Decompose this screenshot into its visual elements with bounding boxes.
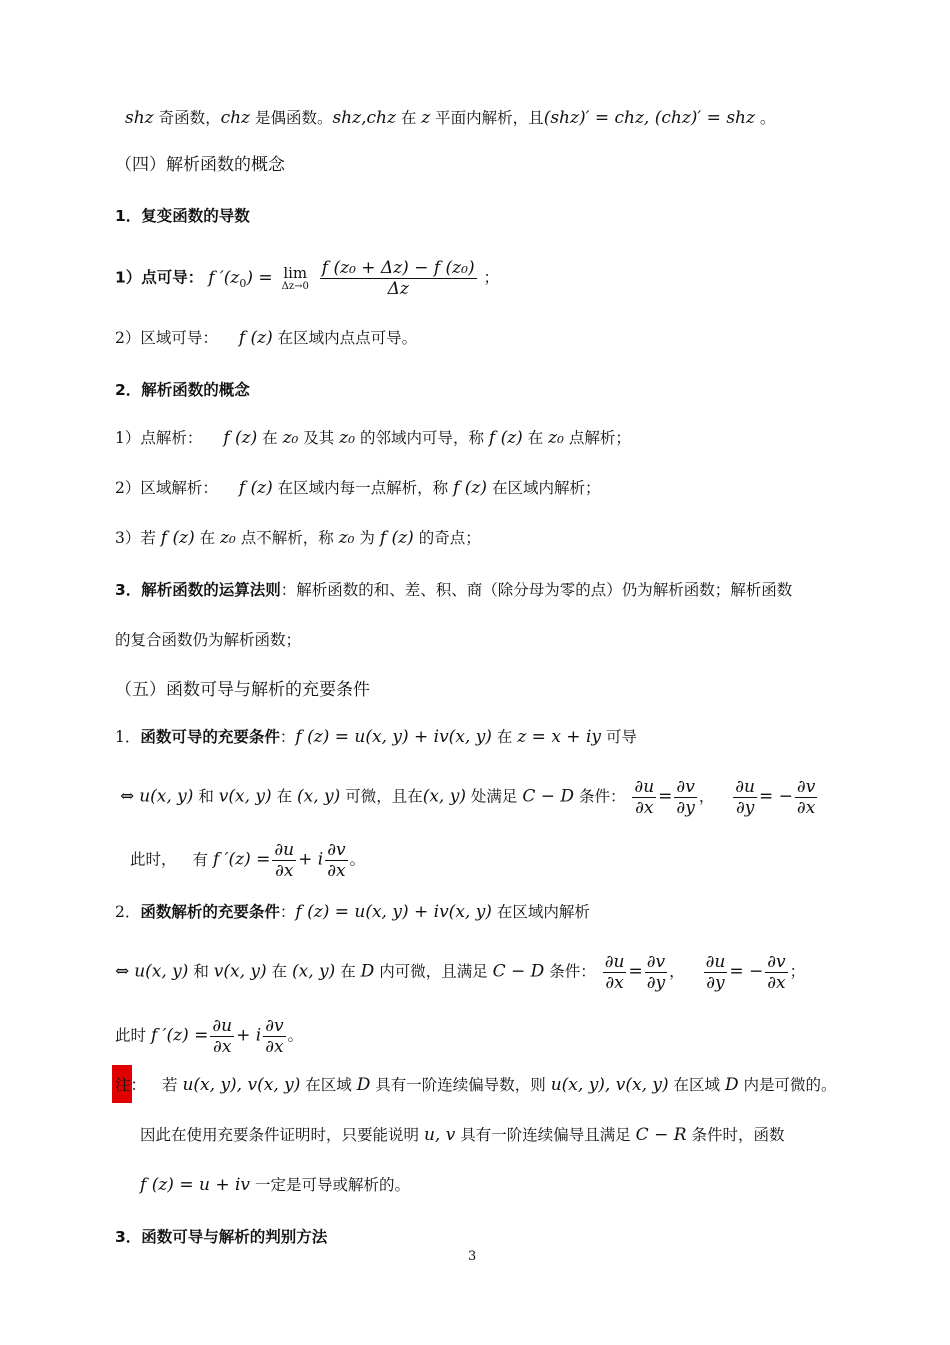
text: 奇函数， [153, 109, 221, 127]
text: 是偶函数。 [250, 109, 333, 127]
note-line-1: 注： 若 u(x, y), v(x, y) 在区域 D 具有一阶连续偏导数，则 u(x, y), v(x, y) 在区域 D 内是可微的。 [115, 1075, 837, 1095]
derivative-formula-line-2: 此时 f ′(z) = $\frac{\partial u}{\partial x}$ + i $\frac{\partial v}{\partial x}$ 。 [115, 1016, 304, 1057]
operation-rule-cont: 的复合函数仍为解析函数； [115, 631, 302, 649]
label: 2）区域可导： [115, 329, 218, 347]
subheading-criteria: 3．函数可导与解析的判别方法 [115, 1228, 328, 1246]
subheading-analytic: 2．解析函数的概念 [115, 381, 250, 399]
region-analytic-line: 2）区域解析： f (z) 在区域内每一点解析，称 f (z) 在区域内解析； [115, 478, 601, 498]
section-heading-4: （四）解析函数的概念 [115, 155, 285, 175]
subheading-derivative: 1．复变函数的导数 [115, 207, 250, 225]
math-fz: f (z) [238, 328, 273, 348]
operation-rule-line: 3．解析函数的运算法则：解析函数的和、差、积、商（除分母为零的点）仍为解析函数；解析函数 [115, 581, 793, 599]
math-shz-chz: shz,chz [332, 108, 396, 128]
label: 1）点可导： [115, 268, 204, 287]
math-z: z [421, 108, 431, 128]
note-line-3: f (z) = u + iv 一定是可导或解析的。 [140, 1175, 410, 1195]
note-line-2: 因此在使用充要条件证明时，只要能说明 u, v 具有一阶连续偏导且满足 C − R 条件时，函数 [140, 1125, 785, 1145]
differentiable-condition-line: 1．函数可导的充要条件：f (z) = u(x, y) + iv(x, y) 在 z = x + iy 可导 [115, 727, 637, 747]
math-fraction: $\frac{\text{f (z₀ + Δz) − f (z₀)}}{\Delta z}$ [321, 258, 475, 299]
point-derivative-line [115, 258, 499, 299]
cauchy-riemann-line-1: ⇔ u(x, y) 和 v(x, y) 在 (x, y) 可微，且在(x, y) 处满足 C − D 条件： $\frac{\partial u}{\partial x}$ = $\frac{\partial v}{\partial y}$ ， $\frac{\partial u}{\partial y}$ = − $\frac{\partial v}{\partial x}$ [120, 777, 816, 818]
math-derivatives: (shz)′ = chz, (chz)′ = shz [543, 108, 755, 128]
text: 平面内解析，且 [430, 109, 544, 127]
cauchy-riemann-line-2: ⇔ u(x, y) 和 v(x, y) 在 (x, y) 在 D 内可微，且满足 C − D 条件： $\frac{\partial u}{\partial x}$ = $\frac{\partial v}{\partial y}$ ， $\frac{\partial u}{\partial y}$ = − $\frac{\partial v}{\partial x}$ ； [115, 952, 806, 993]
section-heading-5: （五）函数可导与解析的充要条件 [115, 680, 370, 700]
text: 在 [395, 109, 422, 127]
text-line-sh-ch [125, 108, 775, 128]
text: 在区域内点点可导。 [272, 329, 418, 347]
math-chz: chz [220, 108, 251, 128]
derivative-formula-line-1: 此时， 有 f ′(z) = $\frac{\partial u}{\partial x}$ + i $\frac{\partial v}{\partial x}$ 。 [130, 840, 366, 881]
region-derivative-line [115, 328, 417, 348]
page-number: 3 [468, 1249, 477, 1264]
singular-point-line: 3）若 f (z) 在 z₀ 点不解析，称 z₀ 为 f (z) 的奇点； [115, 528, 481, 548]
analytic-condition-line: 2．函数解析的充要条件：f (z) = u(x, y) + iv(x, y) 在区域内解析 [115, 902, 590, 922]
point-analytic-line: 1）点解析： f (z) 在 z₀ 及其 z₀ 的邻域内可导，称 f (z) 在 z₀ 点解析； [115, 428, 631, 448]
math-fz: f (z) [223, 428, 258, 448]
note-label: 注 [115, 1076, 131, 1094]
math-fprime: f $'(z_0)$ = [208, 267, 273, 290]
text: ； [483, 268, 500, 287]
text: 。 [754, 109, 776, 127]
label: 2）区域解析： [115, 479, 218, 497]
label: 1）点解析： [115, 429, 203, 447]
math-shz: shz [125, 108, 154, 128]
math-lim: lim Δz→0 [281, 263, 309, 292]
